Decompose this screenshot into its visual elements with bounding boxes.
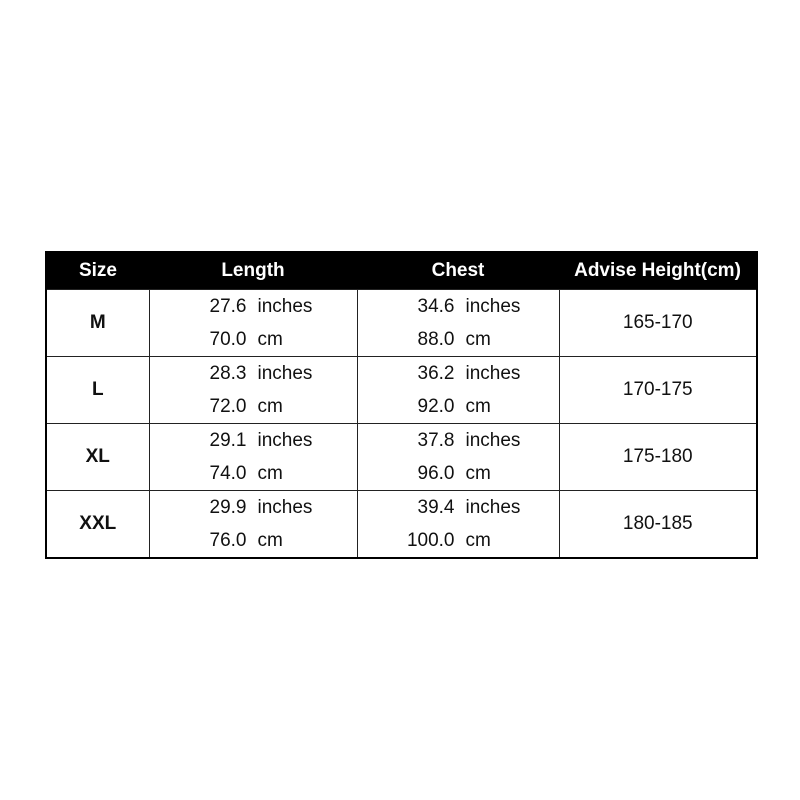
length-cell	[149, 357, 357, 424]
chest-inches-value: 39.4	[417, 497, 455, 518]
length-cm-value: 72.0	[209, 396, 247, 417]
length-inches-unit: inches	[257, 430, 313, 451]
length-inches-value: 27.6	[209, 296, 247, 317]
length-inches-line	[150, 491, 357, 524]
table-row	[46, 424, 757, 491]
length-inches-unit: inches	[257, 296, 313, 317]
length-inches-line	[150, 424, 357, 457]
chest-inches-line	[358, 290, 559, 323]
chest-inches-value: 36.2	[417, 363, 455, 384]
header-chest: Chest	[357, 252, 559, 290]
chest-inches-line	[358, 424, 559, 457]
chest-cm-unit: cm	[465, 463, 491, 484]
chest-inches-unit: inches	[465, 296, 521, 317]
length-cm-line	[150, 457, 357, 490]
header-size: Size	[46, 252, 149, 290]
chest-cm-value: 96.0	[417, 463, 455, 484]
chest-cm-line	[358, 457, 559, 490]
table-body	[46, 290, 757, 559]
chest-inches-value: 34.6	[417, 296, 455, 317]
chest-cm-line	[358, 323, 559, 356]
header-length: Length	[149, 252, 357, 290]
chest-cm-value: 88.0	[417, 329, 455, 350]
header-advise-height: Advise Height(cm)	[559, 252, 757, 290]
chest-cm-line	[358, 524, 559, 557]
chest-cm-value: 92.0	[417, 396, 455, 417]
size-cell: M	[46, 290, 149, 357]
size-cell: XL	[46, 424, 149, 491]
length-inches-unit: inches	[257, 497, 313, 518]
table-row	[46, 357, 757, 424]
table-row	[46, 290, 757, 357]
length-cm-line	[150, 390, 357, 423]
length-inches-value: 28.3	[209, 363, 247, 384]
table-row	[46, 491, 757, 559]
chest-cm-line	[358, 390, 559, 423]
chest-cm-unit: cm	[465, 396, 491, 417]
length-cm-unit: cm	[257, 329, 283, 350]
chest-cell	[357, 424, 559, 491]
header-row	[46, 252, 757, 290]
chest-inches-line	[358, 357, 559, 390]
length-cm-unit: cm	[257, 463, 283, 484]
advise-height-cell: 170-175	[559, 357, 757, 424]
chest-inches-unit: inches	[465, 497, 521, 518]
length-cm-value: 74.0	[209, 463, 247, 484]
length-cell	[149, 424, 357, 491]
chest-inches-unit: inches	[465, 430, 521, 451]
length-cm-unit: cm	[257, 396, 283, 417]
size-cell: L	[46, 357, 149, 424]
length-inches-unit: inches	[257, 363, 313, 384]
chest-inches-unit: inches	[465, 363, 521, 384]
chest-cell	[357, 290, 559, 357]
advise-height-cell: 165-170	[559, 290, 757, 357]
length-cell	[149, 290, 357, 357]
length-cm-unit: cm	[257, 530, 283, 551]
length-cm-line	[150, 524, 357, 557]
length-inches-line	[150, 357, 357, 390]
length-cell	[149, 491, 357, 559]
length-inches-line	[150, 290, 357, 323]
chest-inches-line	[358, 491, 559, 524]
advise-height-cell: 175-180	[559, 424, 757, 491]
length-cm-value: 70.0	[209, 329, 247, 350]
length-cm-line	[150, 323, 357, 356]
length-inches-value: 29.9	[209, 497, 247, 518]
chest-cm-unit: cm	[465, 530, 491, 551]
chest-cell	[357, 357, 559, 424]
chest-cell	[357, 491, 559, 559]
chest-inches-value: 37.8	[417, 430, 455, 451]
table-header	[46, 252, 757, 290]
size-chart-table	[45, 251, 758, 559]
chest-cm-value: 100.0	[406, 530, 455, 551]
length-cm-value: 76.0	[209, 530, 247, 551]
length-inches-value: 29.1	[209, 430, 247, 451]
chest-cm-unit: cm	[465, 329, 491, 350]
size-cell: XXL	[46, 491, 149, 559]
advise-height-cell: 180-185	[559, 491, 757, 559]
